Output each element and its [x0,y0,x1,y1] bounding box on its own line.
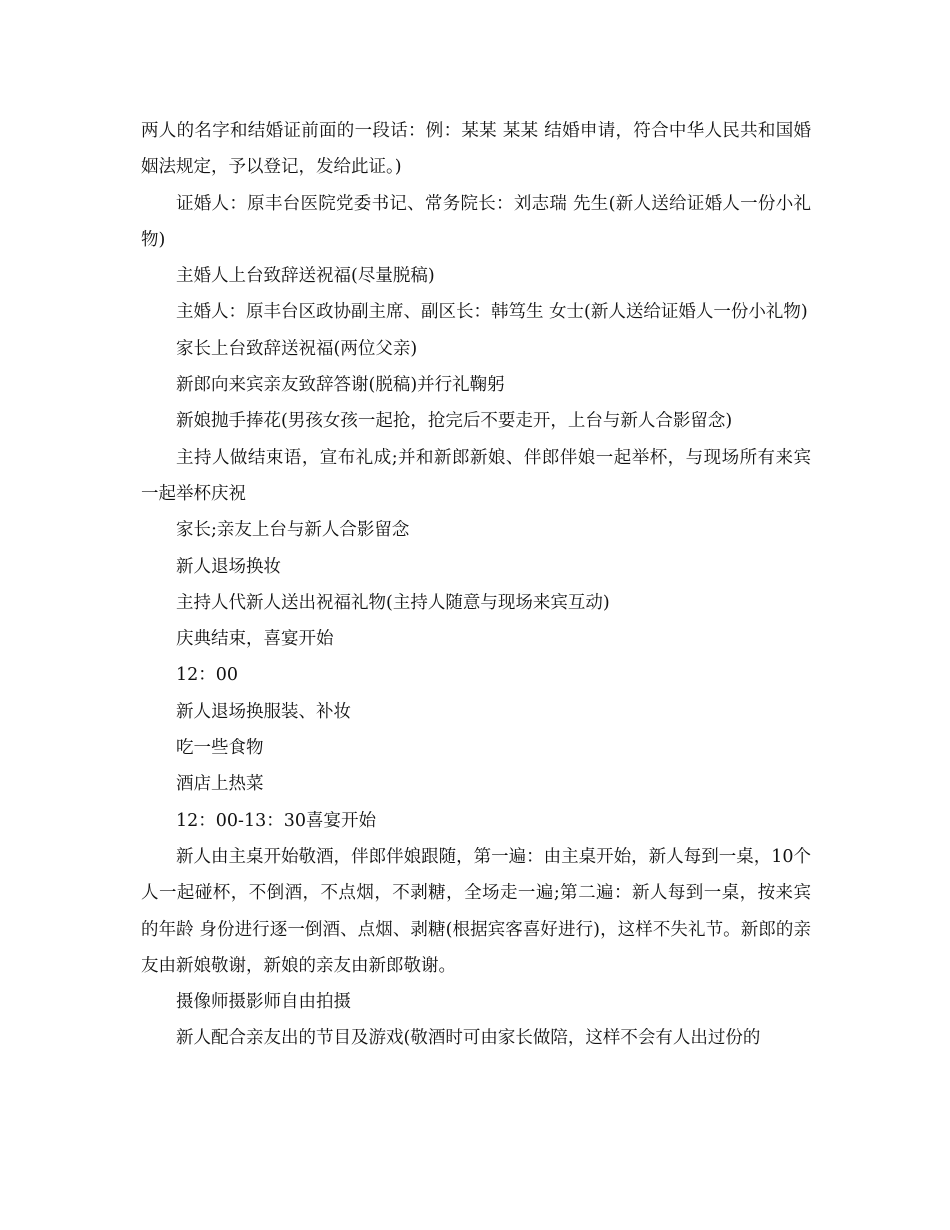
paragraph-certificate-text: 两人的名字和结婚证前面的一段话：例：某某 某某 结婚申请，符合中华人民共和国婚姻法规定，予以登记，发给此证。) [141,121,811,178]
paragraph-time-1200: 12：00 [176,665,239,686]
paragraph-gifts: 主持人代新人送出祝福礼物(主持人随意与现场来宾互动) [176,592,610,613]
paragraph-group-photo: 家长;亲友上台与新人合影留念 [176,520,410,541]
paragraph-ceremony-end: 庆典结束，喜宴开始 [176,629,334,650]
paragraph-games: 新人配合亲友出的节目及游戏(敬酒时可由家长做陪，这样不会有人出过份的 [176,1028,761,1049]
paragraph-bouquet-toss: 新娘抛手捧花(男孩女孩一起抢，抢完后不要走开，上台与新人合影留念) [176,411,733,432]
paragraph-toasting: 新人由主桌开始敬酒，伴郎伴娘跟随，第一遍：由主桌开始，新人每到一桌，10个人一起碰杯，不倒酒，不点烟，不剥糖，全场走一遍;第二遍：新人每到一桌，按来宾的年龄 身份进行逐一倒酒、点烟、剥糖(根据宾客喜好进行)，这样不失礼节。新郎的亲友由新娘敬谢，新娘的亲友由新郎敬谢。 [141,846,811,976]
paragraph-hot-dishes: 酒店上热菜 [176,774,264,795]
paragraph-witness: 证婚人：原丰台医院党委书记、常务院长：刘志瑞 先生(新人送给证婚人一份小礼物) [141,193,811,250]
paragraph-outfit-change: 新人退场换妆 [176,556,281,577]
paragraph-eat-food: 吃一些食物 [176,738,264,759]
paragraph-parents-speech: 家长上台致辞送祝福(两位父亲) [176,338,418,359]
document-body [141,113,811,1057]
paragraph-officiant-speech: 主婚人上台致辞送祝福(尽量脱稿) [176,266,435,287]
paragraph-officiant: 主婚人：原丰台区政协副主席、副区长：韩笃生 女士(新人送给证婚人一份小礼物) [176,302,808,323]
paragraph-photography: 摄像师摄影师自由拍摄 [176,992,351,1013]
paragraph-groom-thanks: 新郎向来宾亲友致辞答谢(脱稿)并行礼鞠躬 [176,375,505,396]
paragraph-banquet-time: 12：00-13：30喜宴开始 [176,810,376,831]
paragraph-closing-toast: 主持人做结束语，宣布礼成;并和新郎新娘、伴郎伴娘一起举杯，与现场所有来宾一起举杯庆祝 [141,447,811,504]
paragraph-change-clothes: 新人退场换服装、补妆 [176,701,351,722]
